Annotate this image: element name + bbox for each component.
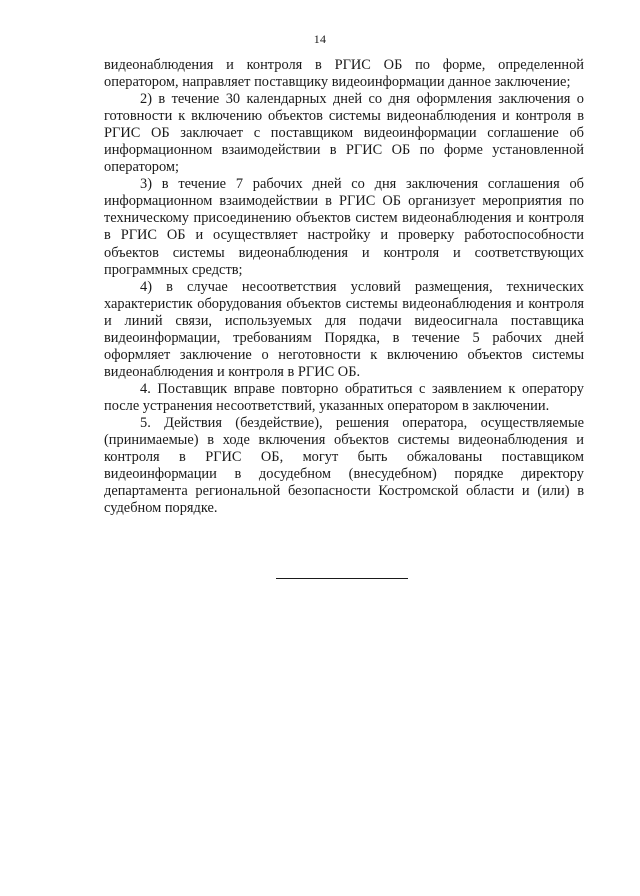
paragraph-item-3: 3) в течение 7 рабочих дней со дня заключения соглашения об информационном взаимодействии в РГИС ОБ организует мероприятия по техническому присоединению объектов систем видеонаблюдения и контроля в РГИС ОБ и осуществляет настройку и проверку работоспособности объектов системы видеонаблюдения и контроля и соответствующих программных средств; xyxy=(104,176,584,278)
page-number: 14 xyxy=(313,32,327,46)
paragraph-item-2: 2) в течение 30 календарных дней со дня оформления заключения о готовности к включению объектов системы видеонаблюдения и контроля в РГИС ОБ заключает с поставщиком видеоинформации соглашение об информационном взаимодействии в РГИС ОБ по форме установленной оператором; xyxy=(104,91,584,176)
paragraph-clause-4: 4. Поставщик вправе повторно обратиться с заявлением к оператору после устранения несоответствий, указанных оператором в заключении. xyxy=(104,380,584,414)
paragraph-item-4: 4) в случае несоответствия условий размещения, технических характеристик оборудования объектов системы видеонаблюдения и контроля и линий связи, используемых для подачи видеосигнала поставщика видеоинформации, требованиям Порядка, в течение 5 рабочих дней оформляет заключение о неготовности к включению объектов системы видеонаблюдения и контроля в РГИС ОБ. xyxy=(104,278,584,380)
end-of-document-rule xyxy=(276,578,408,579)
document-body xyxy=(104,57,584,517)
paragraph-continuation: видеонаблюдения и контроля в РГИС ОБ по форме, определенной оператором, направляет поставщику видеоинформации данное заключение; xyxy=(104,57,584,91)
paragraph-clause-5: 5. Действия (бездействие), решения оператора, осуществляемые (принимаемые) в ходе включения объектов системы видеонаблюдения и контроля в РГИС ОБ, могут быть обжалованы поставщиком видеоинформации в досудебном (внесудебном) порядке директору департамента региональной безопасности Костромской области и (или) в судебном порядке. xyxy=(104,414,584,517)
